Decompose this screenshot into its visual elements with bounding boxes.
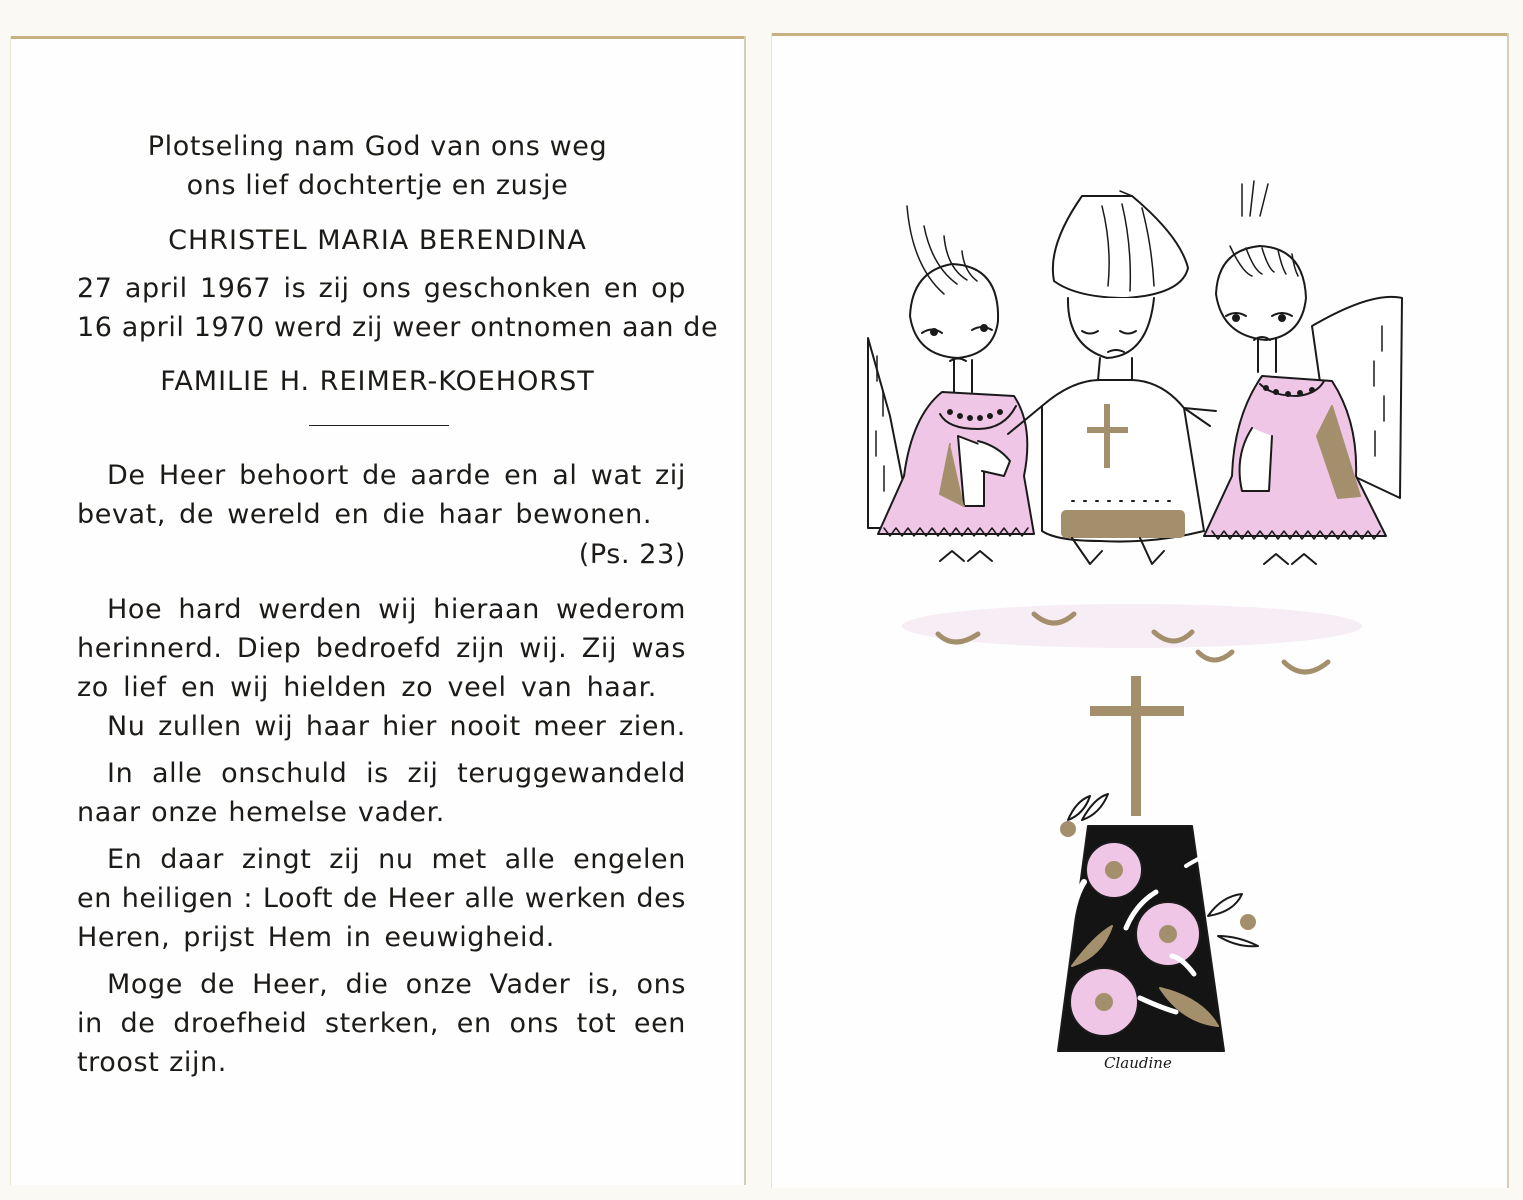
left-angel-figure bbox=[868, 206, 1034, 561]
text-card bbox=[11, 36, 744, 1185]
right-angel-figure bbox=[1184, 181, 1402, 564]
paragraph-line: Moge de Heer, die onze Vader is, ons bbox=[107, 969, 686, 1000]
dates-line: 16 april 1970 werd zij weer ontnomen aan de bbox=[77, 312, 719, 343]
psalm-line: bevat, de wereld en die haar bewonen. bbox=[77, 499, 652, 530]
paragraph-line: En daar zingt zij nu met alle engelen bbox=[107, 844, 686, 875]
paragraph-line: troost zijn. bbox=[77, 1047, 227, 1078]
intro-line: Plotseling nam God van ons weg bbox=[147, 131, 608, 162]
artist-signature: Claudine bbox=[1104, 1054, 1172, 1072]
illustration-card bbox=[772, 33, 1507, 1188]
paragraph-line: zo lief en wij hielden zo veel van haar. bbox=[77, 672, 657, 703]
psalm-reference: (Ps. 23) bbox=[578, 539, 686, 570]
paragraph-line: Heren, prijst Hem in eeuwigheid. bbox=[77, 922, 555, 953]
divider bbox=[309, 425, 449, 426]
center-figure bbox=[1008, 191, 1210, 564]
cloud-arcs bbox=[902, 604, 1362, 672]
deceased-name: CHRISTEL MARIA BERENDINA bbox=[168, 225, 587, 256]
paragraph-line: in de droefheid sterken, en ons tot een bbox=[77, 1008, 686, 1039]
flower-pot bbox=[1058, 794, 1258, 1051]
paragraph-line: In alle onschuld is zij teruggewandeld bbox=[107, 758, 686, 789]
paragraph-line: herinnerd. Diep bedroefd zijn wij. Zij was bbox=[77, 633, 686, 664]
paragraph-line: Nu zullen wij haar hier nooit meer zien. bbox=[107, 711, 686, 742]
illustration bbox=[772, 36, 1507, 1188]
family-name: FAMILIE H. REIMER-KOEHORST bbox=[160, 366, 595, 397]
dates-line: 27 april 1967 is zij ons geschonken en op bbox=[77, 273, 686, 304]
paragraph-line: naar onze hemelse vader. bbox=[77, 797, 445, 828]
intro-line: ons lief dochtertje en zusje bbox=[186, 170, 569, 201]
paragraph-line: en heiligen : Looft de Heer alle werken des bbox=[77, 883, 686, 914]
psalm-line: De Heer behoort de aarde en al wat zij bbox=[107, 460, 686, 491]
paragraph-line: Hoe hard werden wij hieraan wederom bbox=[107, 594, 686, 625]
